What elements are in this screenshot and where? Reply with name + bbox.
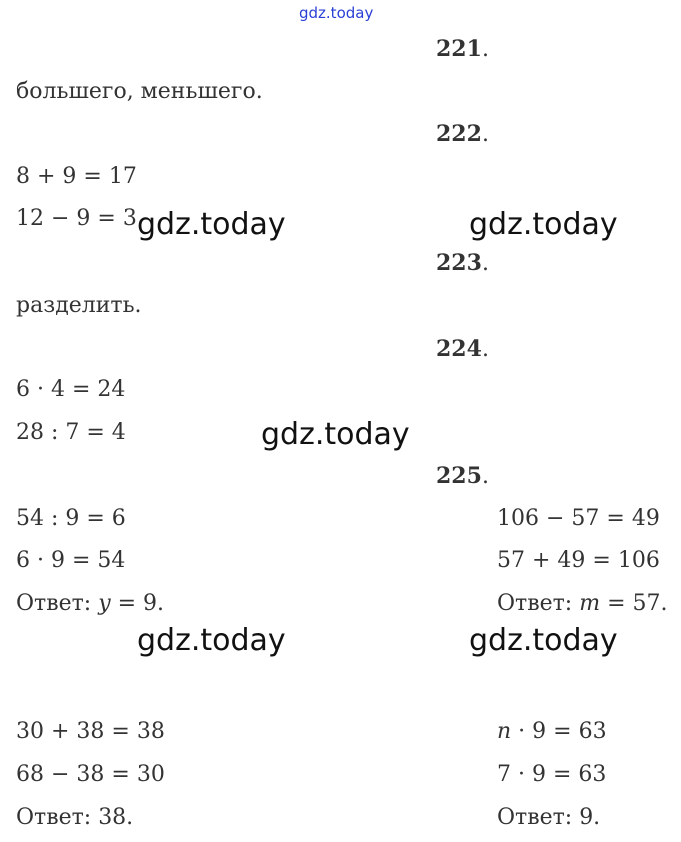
equation-225-d-1 [497, 719, 607, 745]
answer-225-a [16, 591, 164, 617]
equation-224-1: 6 · 4 = 24 [16, 377, 126, 402]
problem-number-223 [436, 250, 489, 277]
equation-225-a-1: 54 : 9 = 6 [16, 506, 126, 531]
equation-225-d-2: 7 · 9 = 63 [497, 762, 607, 787]
answer-prefix: Ответ: [497, 591, 580, 616]
problem-number: 221 [436, 36, 482, 62]
problem-number-222 [436, 121, 489, 148]
answer-variable: y [98, 591, 111, 616]
watermark: gdz.today [137, 623, 286, 658]
equation-225-a-2: 6 · 9 = 54 [16, 548, 126, 573]
watermark-top: gdz.today [299, 4, 374, 22]
equation-225-b-2: 57 + 49 = 106 [497, 548, 660, 573]
equation-225-c-1: 30 + 38 = 38 [16, 719, 165, 744]
problem-number: 225 [436, 463, 482, 489]
equation-rest: · 9 = 63 [511, 719, 607, 744]
problem-number: 223 [436, 250, 482, 276]
equation-225-c-2: 68 − 38 = 30 [16, 762, 165, 787]
watermark: gdz.today [469, 623, 618, 658]
problem-number-221 [436, 36, 489, 63]
equation-variable: n [497, 719, 512, 744]
answer-225-c: Ответ: 38. [16, 805, 134, 830]
equation-225-b-1: 106 − 57 = 49 [497, 506, 660, 531]
answer-prefix: Ответ: [16, 591, 99, 616]
watermark: gdz.today [261, 417, 410, 452]
watermark: gdz.today [469, 207, 618, 242]
problem-dot: . [481, 122, 489, 147]
answer-221: большего, меньшего. [16, 79, 263, 104]
problem-number-225 [436, 463, 489, 490]
answer-value: = 57. [600, 591, 668, 616]
answer-225-b [497, 591, 668, 617]
problem-number-224 [436, 336, 489, 363]
answer-variable: m [579, 591, 601, 616]
problem-dot: . [481, 37, 489, 62]
problem-dot: . [481, 337, 489, 362]
answer-225-d: Ответ: 9. [497, 805, 601, 830]
problem-number: 222 [436, 121, 482, 147]
equation-222-1: 8 + 9 = 17 [16, 164, 137, 189]
equation-224-2: 28 : 7 = 4 [16, 420, 126, 445]
answer-value: = 9. [110, 591, 165, 616]
problem-dot: . [481, 251, 489, 276]
equation-222-2: 12 − 9 = 3 [16, 206, 137, 231]
problem-number: 224 [436, 336, 482, 362]
answer-223: разделить. [16, 293, 142, 318]
problem-dot: . [481, 464, 489, 489]
watermark: gdz.today [137, 207, 286, 242]
